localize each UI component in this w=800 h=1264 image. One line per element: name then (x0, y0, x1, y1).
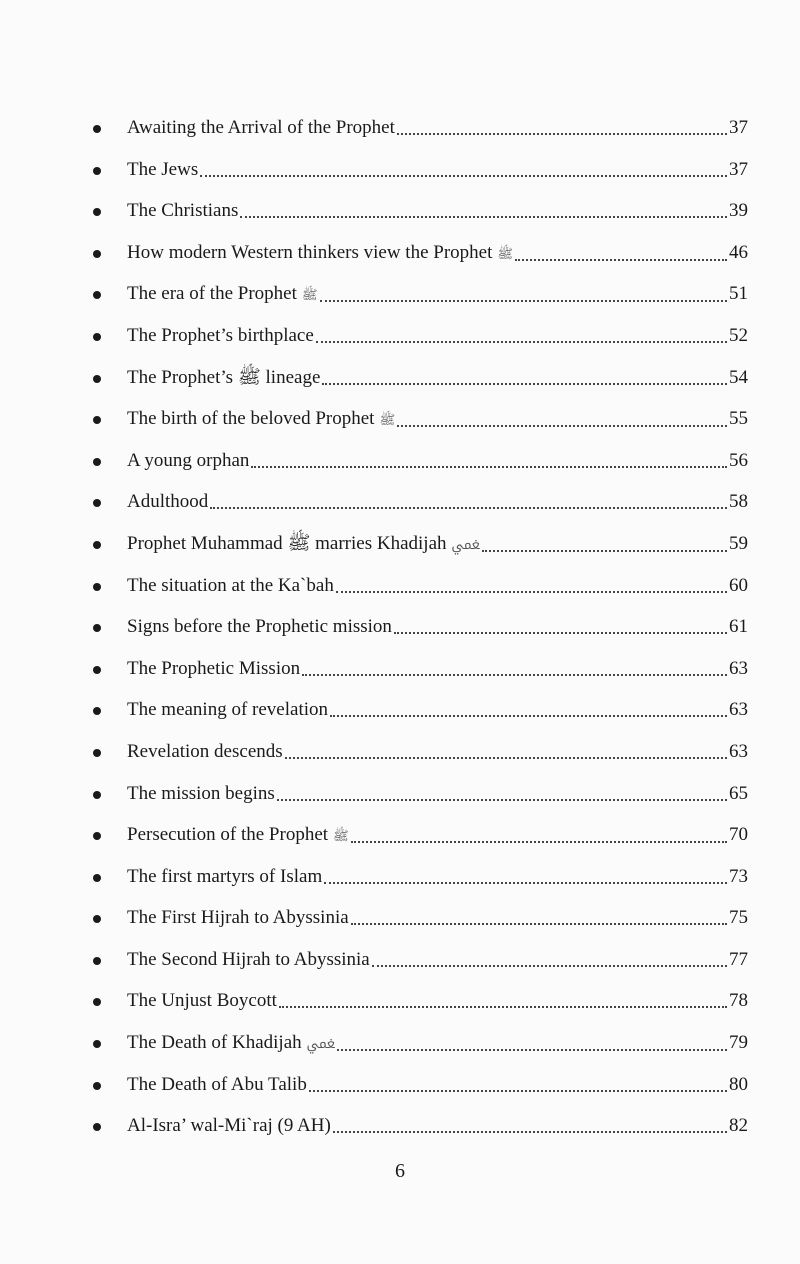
toc-line (127, 1029, 748, 1058)
bullet-icon (93, 291, 101, 299)
toc-line (127, 655, 748, 683)
toc-line (127, 613, 748, 641)
bullet-icon (93, 583, 101, 591)
toc-entry-page: 56 (729, 449, 748, 471)
toc-entry-title: The Second Hijrah to Abyssinia (127, 948, 370, 970)
bullet-icon (93, 1082, 101, 1090)
toc-entry-page: 78 (729, 990, 748, 1012)
toc-line (127, 530, 748, 559)
toc-entry-title: Persecution of the Prophet (127, 824, 329, 846)
toc-line (127, 197, 748, 225)
toc-entry (0, 898, 800, 940)
toc-entry-page: 65 (729, 782, 748, 804)
toc-line (127, 280, 748, 309)
bullet-icon (93, 832, 101, 840)
bullet-icon (93, 791, 101, 799)
toc-entry-title: Al-Isra’ wal-Mi`raj (9 AH) (127, 1115, 331, 1137)
toc-entry-page: 75 (729, 907, 748, 929)
toc-line (127, 863, 748, 891)
dot-leader (397, 424, 727, 427)
toc-entry-title: Prophet Muhammad ﷺ marries Khadijah (127, 532, 447, 554)
toc-entry-title: The mission begins (127, 782, 275, 804)
bullet-icon (93, 416, 101, 424)
toc-line (127, 946, 748, 974)
toc-entry (0, 233, 800, 275)
toc-line (127, 405, 748, 434)
toc-line (127, 156, 748, 184)
toc-entry-title: Signs before the Prophetic mission (127, 616, 392, 638)
toc-entry (0, 482, 800, 524)
toc-line (127, 738, 748, 766)
bullet-icon (93, 666, 101, 674)
toc-entry-page: 59 (729, 532, 748, 554)
page-number: 6 (395, 1160, 405, 1182)
dot-leader (336, 590, 727, 593)
toc-line (127, 780, 748, 808)
toc-entry (0, 358, 800, 400)
toc-entry-title: Awaiting the Arrival of the Prophet (127, 117, 395, 138)
toc-entry-title: The Prophet’s ﷺ lineage (127, 366, 321, 388)
toc-line (127, 239, 748, 268)
dot-leader (279, 1005, 727, 1008)
toc-entry-page: 73 (729, 865, 748, 887)
toc-entry (0, 649, 800, 691)
toc-entry (0, 1023, 800, 1065)
toc-entry (0, 150, 800, 192)
dot-leader (482, 549, 727, 552)
toc-entry-title: Revelation descends (127, 740, 283, 762)
toc-entry-page: 80 (729, 1073, 748, 1095)
dot-leader (515, 258, 727, 261)
toc-entry (0, 274, 800, 316)
bullet-icon (93, 998, 101, 1006)
toc-entry-page: 63 (729, 657, 748, 679)
dot-leader (324, 881, 727, 884)
toc-line (127, 1071, 748, 1099)
toc-entry (0, 399, 800, 441)
toc-entry-title: The era of the Prophet (127, 283, 297, 305)
toc-entry-page: 51 (729, 283, 748, 305)
dot-leader (240, 215, 727, 218)
toc-entry (0, 524, 800, 566)
toc-entry (0, 441, 800, 483)
toc-entry-page: 63 (729, 699, 748, 721)
toc-entry-title: Adulthood (127, 491, 209, 513)
toc-entry-page: 54 (729, 366, 748, 388)
honorific-glyph: ﷺ (333, 828, 349, 844)
toc-line (127, 488, 748, 516)
dot-leader (337, 1048, 727, 1051)
bullet-icon (93, 375, 101, 383)
toc-entry (0, 940, 800, 982)
toc-entry-title: The Prophetic Mission (127, 657, 301, 679)
bullet-icon (93, 707, 101, 715)
bullet-icon (93, 1123, 101, 1131)
toc-entry-title: The Death of Abu Talib (127, 1073, 307, 1095)
bullet-icon (93, 499, 101, 507)
bullet-icon (93, 458, 101, 466)
bullet-icon (93, 915, 101, 923)
toc-line (127, 322, 748, 350)
dot-leader (351, 840, 727, 843)
honorific-glyph: ﷺ (497, 245, 514, 261)
toc-entry (0, 732, 800, 774)
dot-leader (397, 132, 727, 135)
toc-entry-title: The birth of the beloved Prophet (127, 408, 375, 430)
toc-line (127, 364, 748, 392)
bullet-icon (93, 1040, 101, 1048)
dot-leader (309, 1089, 727, 1092)
toc-entry-title: The Unjust Boycott (127, 990, 277, 1012)
toc-entry-title: The Death of Khadijah (127, 1032, 302, 1054)
toc-entry-page: 61 (729, 616, 748, 638)
toc-line (127, 696, 748, 724)
toc-entry-page: 39 (729, 200, 748, 222)
dot-leader (320, 299, 727, 302)
bullet-icon (93, 749, 101, 757)
toc-entry-page: 46 (729, 241, 748, 263)
toc-entry-page: 79 (729, 1032, 748, 1054)
toc-entry-title: The Christians (127, 200, 239, 222)
toc-entry (0, 607, 800, 649)
toc-entry (0, 857, 800, 899)
toc-entry-page: 63 (729, 740, 748, 762)
dot-leader (302, 673, 727, 676)
toc-entry (0, 815, 800, 857)
bullet-icon (93, 541, 101, 549)
honorific-glyph: ﵺ (306, 1036, 335, 1052)
bullet-icon (93, 250, 101, 258)
toc-line (127, 987, 748, 1015)
toc-line (127, 572, 748, 600)
toc-entry-page: 77 (729, 948, 748, 970)
toc-entry-title: The First Hijrah to Abyssinia (127, 907, 349, 929)
toc-entry-page: 37 (729, 117, 748, 138)
dot-leader (394, 631, 727, 634)
bullet-icon (93, 957, 101, 965)
toc-entry (0, 316, 800, 358)
dot-leader (333, 1130, 727, 1133)
toc-entry (0, 981, 800, 1023)
dot-leader (210, 506, 727, 509)
bullet-icon (93, 125, 101, 133)
dot-leader (251, 465, 727, 468)
dot-leader (372, 964, 727, 967)
toc-entry (0, 690, 800, 732)
toc-entry-page: 37 (729, 158, 748, 180)
toc-entry-title: The Prophet’s birthplace (127, 324, 314, 346)
toc-entry-page: 82 (729, 1115, 748, 1137)
toc-entry (0, 774, 800, 816)
toc-line (127, 114, 748, 142)
table-of-contents (0, 108, 800, 1148)
dot-leader (316, 340, 727, 343)
toc-entry-page: 55 (729, 408, 748, 430)
toc-entry-title: The meaning of revelation (127, 699, 329, 721)
dot-leader (277, 798, 727, 801)
toc-line (127, 447, 748, 475)
bullet-icon (93, 874, 101, 882)
toc-line (127, 904, 748, 932)
honorific-glyph: ﵺ (451, 536, 480, 552)
toc-entry (0, 191, 800, 233)
toc-entry-title: How modern Western thinkers view the Prophet (127, 241, 493, 263)
toc-entry-title: The first martyrs of Islam (127, 865, 323, 887)
bullet-icon (93, 333, 101, 341)
dot-leader (330, 714, 727, 717)
dot-leader (285, 756, 727, 759)
honorific-glyph: ﷺ (301, 287, 318, 303)
bullet-icon (93, 167, 101, 175)
toc-entry-page: 70 (729, 824, 748, 846)
toc-entry-page: 58 (729, 491, 748, 513)
toc-entry (0, 566, 800, 608)
toc-entry-title: A young orphan (127, 449, 250, 471)
dot-leader (351, 922, 727, 925)
toc-entry-title: The Jews (127, 158, 199, 180)
toc-entry (0, 1065, 800, 1107)
toc-entry-page: 52 (729, 324, 748, 346)
dot-leader (200, 174, 727, 177)
toc-entry (0, 1106, 800, 1148)
bullet-icon (93, 624, 101, 632)
toc-line (127, 1112, 748, 1140)
toc-entry-title: The situation at the Ka`bah (127, 574, 334, 596)
dot-leader (322, 382, 727, 385)
toc-entry-page: 60 (729, 574, 748, 596)
toc-line (127, 821, 748, 850)
honorific-glyph: ﷺ (379, 412, 396, 428)
bullet-icon (93, 208, 101, 216)
toc-entry (0, 108, 800, 150)
